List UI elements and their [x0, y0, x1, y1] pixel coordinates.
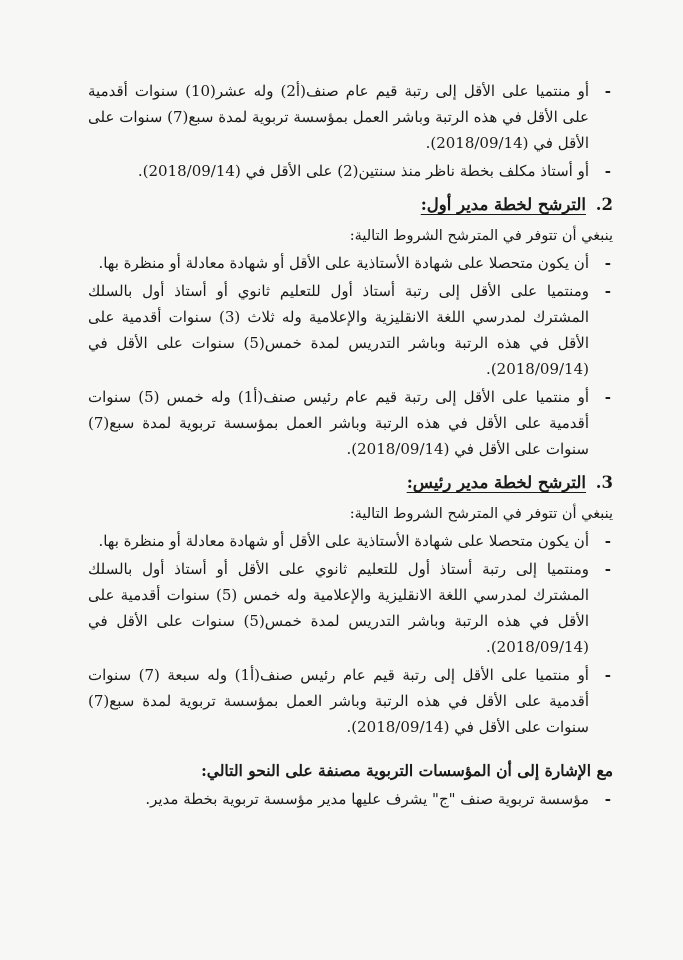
list-item: - أو منتميا على الأقل إلى رتبة قيم عام رئيس صنف(أ1) وله سبعة (7) سنوات أقدمية على الأقل في هذه الرتبة وباشر العمل بمؤسسة تربوية لمدة سبع(7) سنوات على الأقل في (2018/09/14). — [88, 662, 613, 740]
list-item: - مؤسسة تربوية صنف "ج" يشرف عليها مدير مؤسسة تربوية بخطة مدير. — [88, 786, 613, 812]
section-title: الترشح لخطة مدير أول: — [420, 195, 587, 214]
section-heading — [88, 470, 613, 496]
list-item: - أو منتميا على الأقل إلى رتبة قيم عام صنف(أ2) وله عشر(10) سنوات أقدمية على الأقل في هذه الرتبة وباشر العمل بمؤسسة تربوية لمدة سبع(7) سنوات على الأقل في (2018/09/14). — [88, 78, 613, 156]
section-title: الترشح لخطة مدير رئيس: — [406, 473, 587, 492]
section-heading — [88, 192, 613, 218]
section-number: 3. — [595, 473, 613, 492]
section-intro: ينبغي أن تتوفر في المترشح الشروط التالية: — [349, 228, 613, 244]
closing-heading: مع الإشارة إلى أن المؤسسات التربوية مصنفة على النحو التالي: — [201, 761, 613, 780]
list-item: - أن يكون متحصلا على شهادة الأستاذية على الأقل أو شهادة معادلة أو منظرة بها. — [88, 528, 613, 554]
list-item: - أو أستاذ مكلف بخطة ناظر منذ سنتين(2) على الأقل في (2018/09/14). — [88, 158, 613, 184]
section-intro: ينبغي أن تتوفر في المترشح الشروط التالية: — [349, 506, 613, 522]
section-number: 2. — [595, 195, 613, 214]
list-item: - ومنتميا على الأقل إلى رتبة أستاذ أول للتعليم ثانوي أو أستاذ أول بالسلك المشترك لمدرسي اللغة الانقليزية والإعلامية وله ثلاث (3) سنوات أقدمية على الأقل في هذه الرتبة وباشر التدريس لمدة خمس(5) سنوات على الأقل في (2018/09/14). — [88, 278, 613, 382]
list-item: - أو منتميا على الأقل إلى رتبة قيم عام رئيس صنف(أ1) وله خمس (5) سنوات أقدمية على الأقل في هذه الرتبة وباشر العمل بمؤسسة تربوية لمدة سبع(7) سنوات على الأقل في (2018/09/14). — [88, 384, 613, 462]
list-item: - أن يكون متحصلا على شهادة الأستاذية على الأقل أو شهادة معادلة أو منظرة بها. — [88, 250, 613, 276]
list-item: - ومنتميا إلى رتبة أستاذ أول للتعليم ثانوي على الأقل أو أستاذ أول بالسلك المشترك لمدرسي اللغة الانقليزية والإعلامية وله خمس (5) سنوات أقدمية على الأقل في هذه الرتبة وباشر التدريس لمدة خمس(5) سنوات على الأقل في (2018/09/14). — [88, 556, 613, 660]
